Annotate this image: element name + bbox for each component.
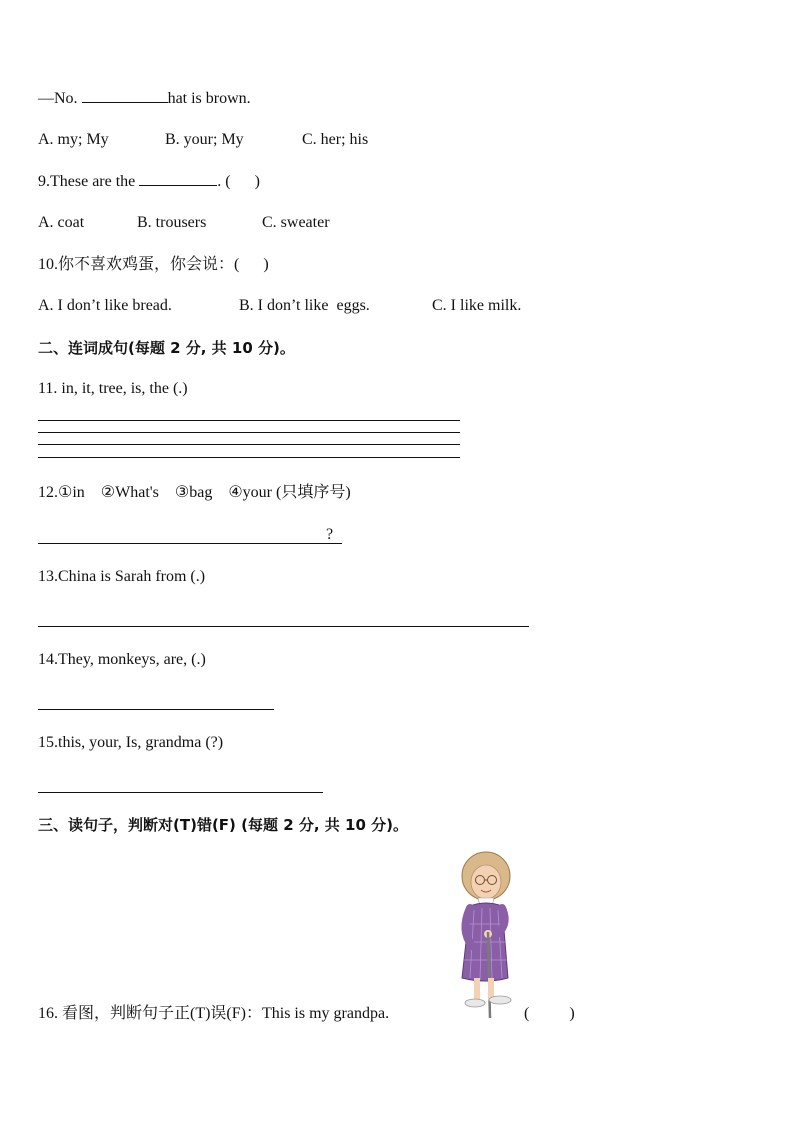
- section2-heading: 二、连词成句(每题 2 分, 共 10 分)。: [38, 339, 295, 357]
- q8-option-a[interactable]: A. my; My: [38, 131, 109, 148]
- q8-line: [38, 88, 251, 109]
- q13-answer-line[interactable]: [38, 626, 529, 627]
- q8-tail: hat is brown.: [167, 90, 251, 107]
- q9-tail: . ( ): [217, 173, 260, 190]
- q10-option-c[interactable]: C. I like milk.: [432, 297, 522, 314]
- q15-answer-line[interactable]: [38, 792, 323, 793]
- q11-writing-line-2[interactable]: [38, 432, 460, 433]
- q14-text: 14.They, monkeys, are, (.): [38, 651, 206, 668]
- section3-heading: 三、读句子，判断对(T)错(F) (每题 2 分, 共 10 分)。: [38, 816, 408, 834]
- q8-option-c[interactable]: C. her; his: [302, 131, 369, 148]
- q11-text: 11. in, it, tree, is, the (.): [38, 380, 188, 397]
- q12-text: 12.①in ②What's ③bag ④your (只填序号): [38, 484, 351, 501]
- grandma-illustration: [448, 850, 528, 1020]
- q12-question-mark: ?: [326, 526, 334, 543]
- q11-writing-line-3[interactable]: [38, 444, 460, 445]
- q10-option-a[interactable]: A. I don’t like bread.: [38, 297, 172, 314]
- q14-answer-line[interactable]: [38, 709, 274, 710]
- q13-text: 13.China is Sarah from (.): [38, 568, 206, 585]
- q8-prefix: —No.: [38, 90, 82, 107]
- q10-option-b[interactable]: B. I don’t like eggs.: [239, 297, 370, 314]
- q9-option-a[interactable]: A. coat: [38, 214, 85, 231]
- q9-prefix: 9.These are the: [38, 173, 140, 190]
- q9-line: [38, 171, 260, 192]
- q9-option-b[interactable]: B. trousers: [137, 214, 207, 231]
- q9-answer-blank[interactable]: [139, 171, 217, 186]
- q11-writing-line-4[interactable]: [38, 457, 460, 458]
- q15-text: 15.this, your, Is, grandma (?): [38, 734, 224, 751]
- q9-option-c[interactable]: C. sweater: [262, 214, 330, 231]
- q11-writing-line-1[interactable]: [38, 420, 460, 421]
- q10-text: 10.你不喜欢鸡蛋，你会说：( ): [38, 256, 269, 273]
- q16-answer-paren[interactable]: ( ): [524, 1005, 575, 1022]
- q16-text: 16. 看图，判断句子正(T)误(F)：This is my grandpa.: [38, 1005, 390, 1022]
- q8-answer-blank[interactable]: [82, 88, 168, 103]
- q12-answer-line[interactable]: [38, 543, 342, 544]
- q8-option-b[interactable]: B. your; My: [165, 131, 244, 148]
